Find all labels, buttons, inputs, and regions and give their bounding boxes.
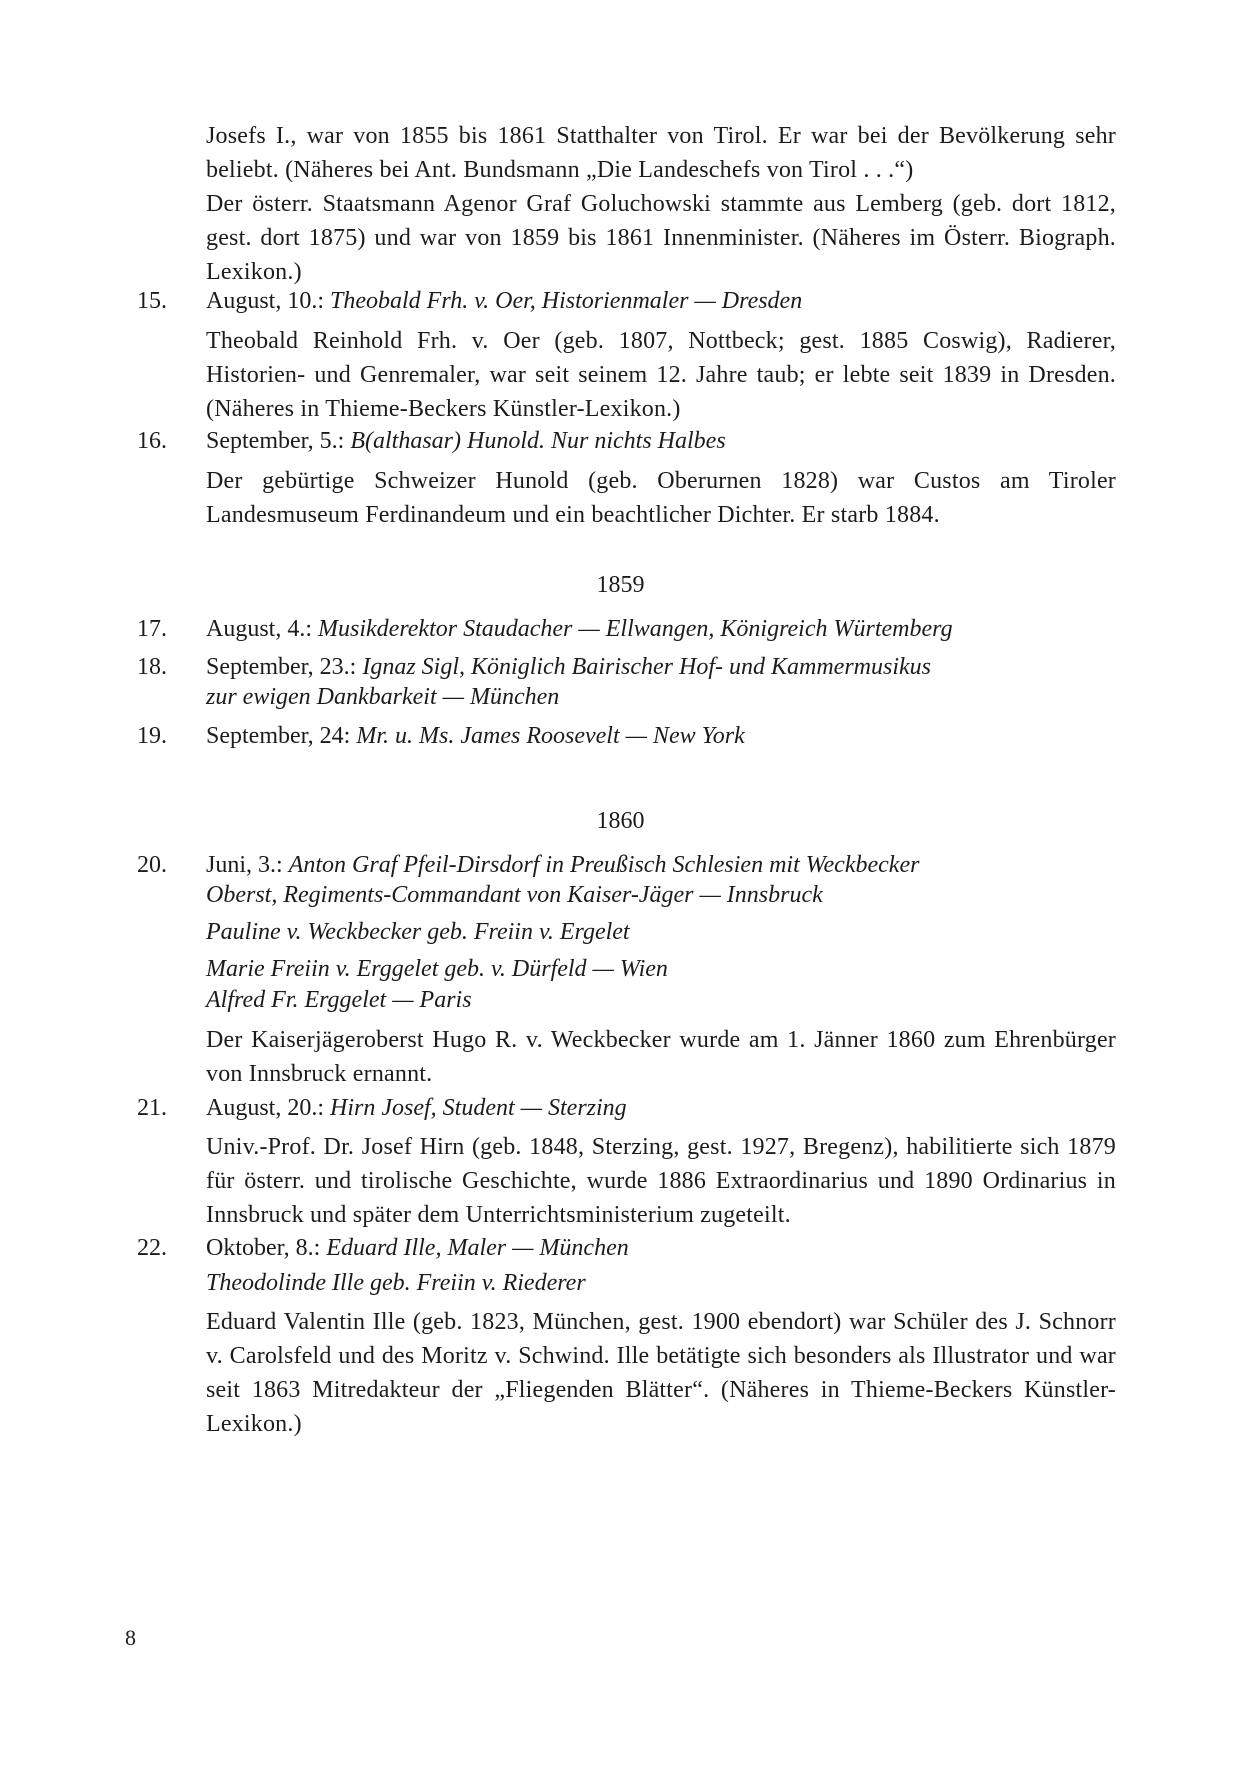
year-heading-1859: 1859 bbox=[596, 572, 645, 598]
entry-date: September, 24: bbox=[206, 723, 351, 749]
entry-date: Oktober, 8.: bbox=[206, 1235, 321, 1261]
entry-heading-16 bbox=[206, 424, 1116, 458]
entry-date: August, 20.: bbox=[206, 1095, 325, 1121]
entry-title: Anton Graf Pfeil-Dirsdorf in Preußisch Schlesien mit Weckbecker bbox=[288, 852, 920, 878]
entry-line-20-b: Pauline v. Weckbecker geb. Freiin v. Ergelet bbox=[206, 919, 630, 945]
entry-date: Juni, 3.: bbox=[206, 852, 283, 878]
entry-number-15: 15. bbox=[137, 288, 167, 314]
entry-number-18: 18. bbox=[137, 654, 167, 680]
entry-number-22: 22. bbox=[137, 1235, 167, 1261]
entry-date: September, 5.: bbox=[206, 428, 345, 454]
entry-heading-17 bbox=[206, 612, 1116, 646]
entry-line-20-c: Marie Freiin v. Erggelet geb. v. Dürfeld — Wien bbox=[206, 956, 668, 982]
intro-paragraph-2: Der österr. Staatsmann Agenor Graf Goluchowski stammte aus Lemberg (geb. dort 1812, gest. dort 1875) und war von 1859 bis 1861 Innenminister. (Näheres im Österr. Biograph. Lexikon.) bbox=[206, 191, 1116, 285]
entry-heading-18 bbox=[206, 650, 1116, 684]
entry-note-15: Theobald Reinhold Frh. v. Oer (geb. 1807, Nottbeck; gest. 1885 Coswig), Radierer, Historien- und Genremaler, war seit seinem 12. Jahre taub; er lebte seit 1839 in Dresden. (Näheres in Thieme-Beckers Künstler-Lexikon.) bbox=[206, 328, 1116, 422]
entry-title: Musikderektor Staudacher — Ellwangen, Königreich Würtemberg bbox=[318, 616, 953, 642]
entry-title: Hirn Josef, Student — Sterzing bbox=[330, 1095, 627, 1121]
entry-number-20: 20. bbox=[137, 852, 167, 878]
entry-note-20: Der Kaiserjägeroberst Hugo R. v. Weckbecker wurde am 1. Jänner 1860 zum Ehrenbürger von Innsbruck ernannt. bbox=[206, 1027, 1116, 1087]
entry-title-continued-20: Oberst, Regiments-Commandant von Kaiser-Jäger — Innsbruck bbox=[206, 882, 823, 908]
intro-paragraph-1: Josefs I., war von 1855 bis 1861 Statthalter von Tirol. Er war bei der Bevölkerung sehr beliebt. (Näheres bei Ant. Bundsmann „Die Landeschefs von Tirol . . .“) bbox=[206, 123, 1116, 183]
entry-title: B(althasar) Hunold. Nur nichts Halbes bbox=[350, 428, 726, 454]
entry-line-20-d: Alfred Fr. Erggelet — Paris bbox=[206, 987, 472, 1013]
year-heading-1860: 1860 bbox=[596, 808, 645, 834]
entry-line-22-b: Theodolinde Ille geb. Freiin v. Riederer bbox=[206, 1270, 586, 1296]
entry-date: August, 10.: bbox=[206, 288, 325, 314]
entry-date: August, 4.: bbox=[206, 616, 313, 642]
entry-note-21: Univ.-Prof. Dr. Josef Hirn (geb. 1848, Sterzing, gest. 1927, Bregenz), habilitierte sich 1879 für österr. und tirolische Geschichte, wurde 1886 Extraordinarius und 1890 Ordinarius in Innsbruck und später dem Unterrichtsministerium zugeteilt. bbox=[206, 1134, 1116, 1228]
entry-heading-22 bbox=[206, 1231, 1116, 1265]
entry-title: Eduard Ille, Maler — München bbox=[326, 1235, 629, 1261]
entry-title: Ignaz Sigl, Königlich Bairischer Hof- und Kammermusikus bbox=[362, 654, 931, 680]
entry-date: September, 23.: bbox=[206, 654, 357, 680]
entry-number-16: 16. bbox=[137, 428, 167, 454]
page-number: 8 bbox=[125, 1625, 136, 1650]
entry-number-17: 17. bbox=[137, 616, 167, 642]
entry-number-19: 19. bbox=[137, 723, 167, 749]
entry-title-continued-18: zur ewigen Dankbarkeit — München bbox=[206, 684, 560, 710]
entry-title: Theobald Frh. v. Oer, Historienmaler — Dresden bbox=[330, 288, 803, 314]
entry-heading-15 bbox=[206, 284, 1116, 318]
entry-heading-19 bbox=[206, 719, 1116, 753]
entry-note-16: Der gebürtige Schweizer Hunold (geb. Oberurnen 1828) war Custos am Tiroler Landesmuseum Ferdinandeum und ein beachtlicher Dichter. Er starb 1884. bbox=[206, 468, 1116, 528]
entry-heading-21 bbox=[206, 1091, 1116, 1125]
entry-note-22: Eduard Valentin Ille (geb. 1823, München, gest. 1900 ebendort) war Schüler des J. Schnorr v. Carolsfeld und des Moritz v. Schwind. Ille betätigte sich besonders als Illustrator und war seit 1863 Mitredakteur der „Fliegenden Blätter“. (Näheres in Thieme-Beckers Künstler-Lexikon.) bbox=[206, 1309, 1116, 1437]
entry-number-21: 21. bbox=[137, 1095, 167, 1121]
entry-heading-20 bbox=[206, 848, 1116, 882]
entry-title: Mr. u. Ms. James Roosevelt — New York bbox=[356, 723, 745, 749]
